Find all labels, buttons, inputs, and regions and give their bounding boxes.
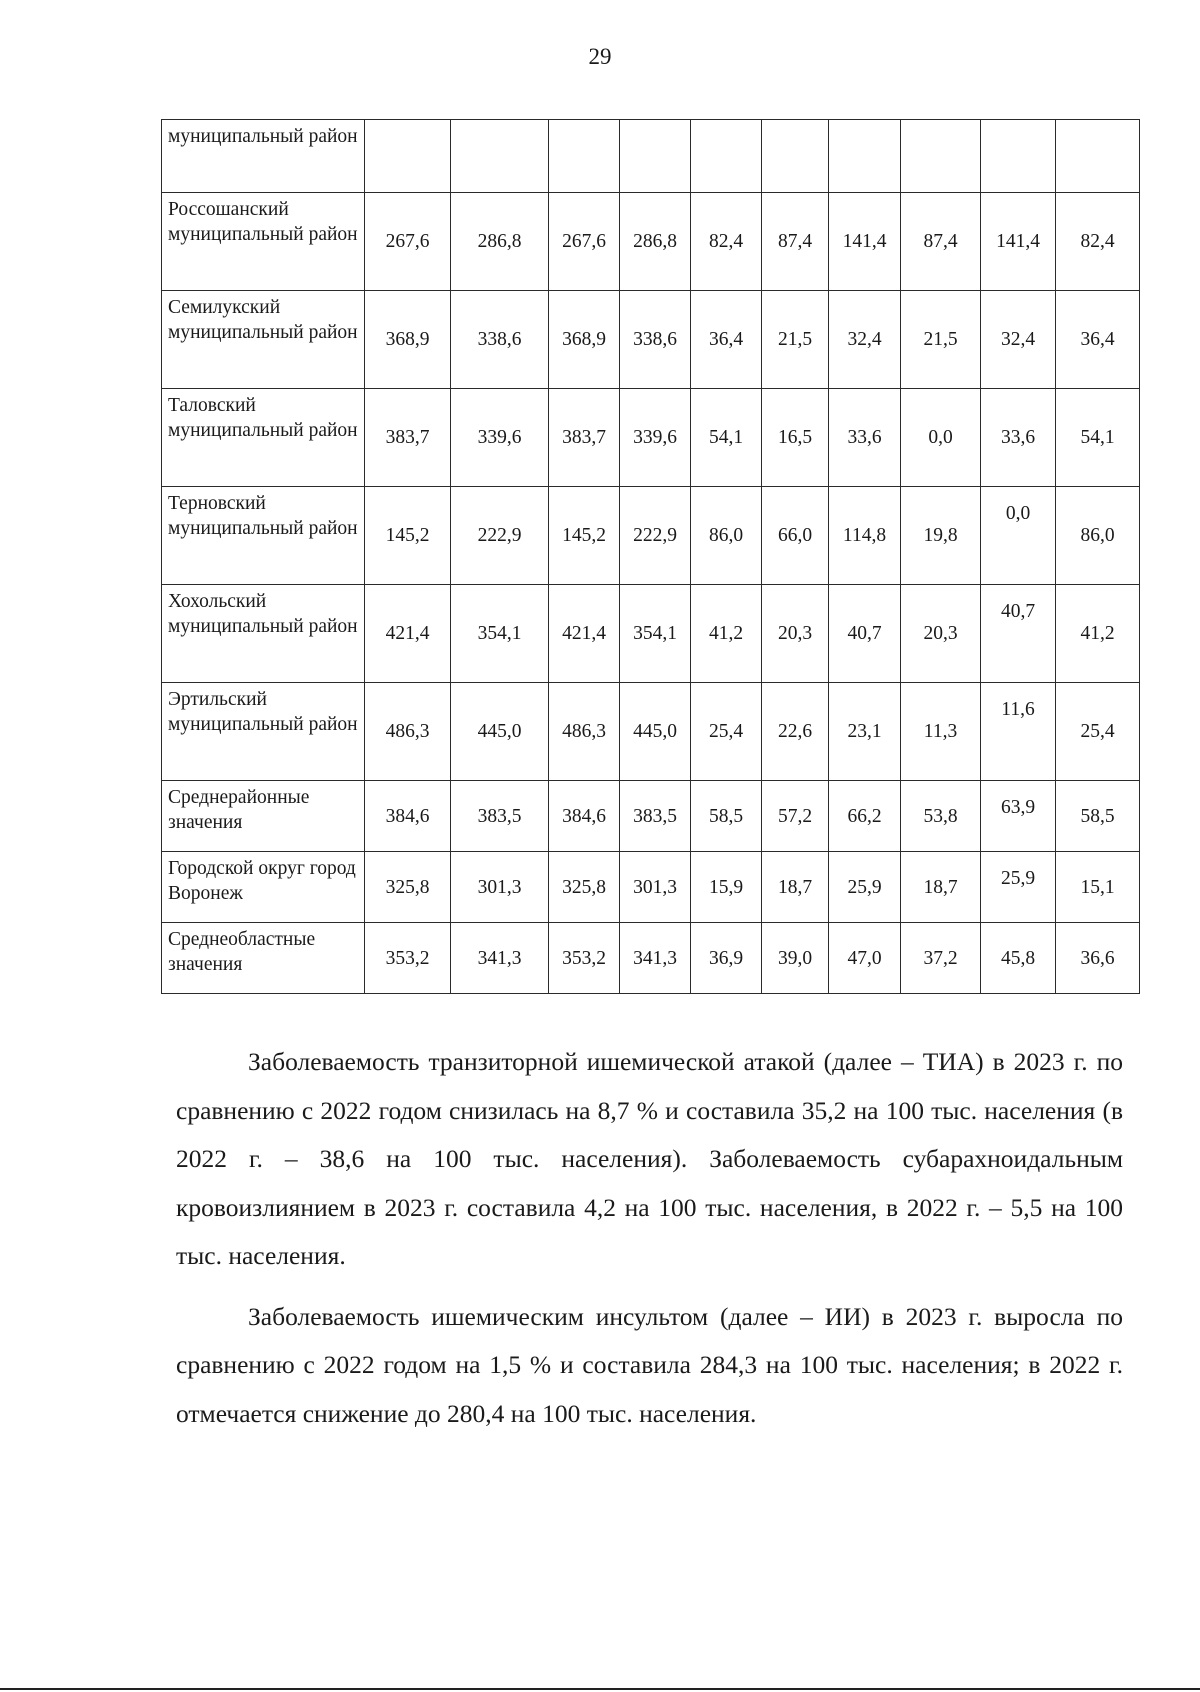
table-cell: 40,7 <box>981 585 1056 683</box>
table-cell: 20,3 <box>901 585 981 683</box>
table-cell: 368,9 <box>549 291 620 389</box>
table-cell: 486,3 <box>365 683 451 781</box>
body-text <box>176 1038 1123 1450</box>
table-cell: 37,2 <box>901 923 981 994</box>
table-cell: 141,4 <box>981 193 1056 291</box>
table-cell: 53,8 <box>901 781 981 852</box>
table-cell: 341,3 <box>620 923 691 994</box>
table-row <box>162 291 1140 389</box>
table-cell <box>829 120 901 193</box>
table-cell: 11,6 <box>981 683 1056 781</box>
table-row <box>162 781 1140 852</box>
table-cell: 23,1 <box>829 683 901 781</box>
paragraph-tia: Заболеваемость транзиторной ишемической атакой (далее – ТИА) в 2023 г. по сравнению с 2022 годом снизилась на 8,7 % и составила 35,2 на 100 тыс. населения (в 2022 г. – 38,6 на 100 тыс. населения). Заболеваемость субарахноидальным кровоизлиянием в 2023 г. составила 4,2 на 100 тыс. населения, в 2022 г. – 5,5 на 100 тыс. населения. <box>176 1047 1123 1270</box>
table-row <box>162 487 1140 585</box>
table-cell: 421,4 <box>365 585 451 683</box>
table-cell: 41,2 <box>691 585 762 683</box>
table-cell: 301,3 <box>620 852 691 923</box>
table-cell: 445,0 <box>451 683 549 781</box>
table-cell: 384,6 <box>549 781 620 852</box>
table-cell: 54,1 <box>1056 389 1140 487</box>
row-label: Россошанский муниципальный район <box>162 193 365 291</box>
table-cell: 141,4 <box>829 193 901 291</box>
table-cell: 383,7 <box>549 389 620 487</box>
paragraph-ischemic-stroke: Заболеваемость ишемическим инсультом (далее – ИИ) в 2023 г. выросла по сравнению с 2022 годом на 1,5 % и составила 284,3 на 100 тыс. населения; в 2022 г. отмечается снижение до 280,4 на 100 тыс. населения. <box>176 1301 1123 1428</box>
table-cell: 57,2 <box>762 781 829 852</box>
table-cell: 286,8 <box>620 193 691 291</box>
table-body <box>162 120 1140 994</box>
table-row <box>162 585 1140 683</box>
table-cell: 114,8 <box>829 487 901 585</box>
table-cell: 20,3 <box>762 585 829 683</box>
table-cell: 383,5 <box>620 781 691 852</box>
table-cell: 87,4 <box>901 193 981 291</box>
table-cell: 145,2 <box>549 487 620 585</box>
table-row <box>162 923 1140 994</box>
table-cell: 0,0 <box>901 389 981 487</box>
incidence-table <box>161 119 1140 994</box>
table-row <box>162 193 1140 291</box>
table-cell <box>451 120 549 193</box>
table-cell: 41,2 <box>1056 585 1140 683</box>
row-label: Терновский муниципальный район <box>162 487 365 585</box>
table-cell: 22,6 <box>762 683 829 781</box>
table-cell: 36,9 <box>691 923 762 994</box>
table-cell: 19,8 <box>901 487 981 585</box>
table-cell <box>1056 120 1140 193</box>
table-cell <box>691 120 762 193</box>
table-cell: 384,6 <box>365 781 451 852</box>
table-cell: 63,9 <box>981 781 1056 852</box>
table-cell: 301,3 <box>451 852 549 923</box>
row-label: Среднеобластные значения <box>162 923 365 994</box>
table-cell: 82,4 <box>1056 193 1140 291</box>
table-row <box>162 120 1140 193</box>
table-cell: 339,6 <box>620 389 691 487</box>
table-cell: 36,4 <box>691 291 762 389</box>
table-cell <box>901 120 981 193</box>
footer-rule <box>0 1688 1200 1690</box>
table-cell: 25,4 <box>1056 683 1140 781</box>
table-cell: 21,5 <box>762 291 829 389</box>
table-cell: 86,0 <box>691 487 762 585</box>
table-cell: 325,8 <box>549 852 620 923</box>
table-cell: 58,5 <box>691 781 762 852</box>
table-row <box>162 683 1140 781</box>
table-cell: 58,5 <box>1056 781 1140 852</box>
table-cell: 486,3 <box>549 683 620 781</box>
table-cell: 353,2 <box>365 923 451 994</box>
table-cell: 16,5 <box>762 389 829 487</box>
table-cell: 286,8 <box>451 193 549 291</box>
table-cell: 25,4 <box>691 683 762 781</box>
table-cell: 66,0 <box>762 487 829 585</box>
table-cell: 222,9 <box>620 487 691 585</box>
row-label: Семилукский муниципальный район <box>162 291 365 389</box>
table-cell: 18,7 <box>762 852 829 923</box>
table-cell: 368,9 <box>365 291 451 389</box>
table-cell <box>620 120 691 193</box>
table-cell: 25,9 <box>829 852 901 923</box>
table-cell: 338,6 <box>451 291 549 389</box>
table-cell: 15,9 <box>691 852 762 923</box>
table-cell: 32,4 <box>981 291 1056 389</box>
table-row <box>162 852 1140 923</box>
table-cell: 354,1 <box>451 585 549 683</box>
table-cell: 66,2 <box>829 781 901 852</box>
row-label: муниципальный район <box>162 120 365 193</box>
table-cell: 36,6 <box>1056 923 1140 994</box>
table-cell: 87,4 <box>762 193 829 291</box>
table-cell: 267,6 <box>549 193 620 291</box>
row-label: Городской округ город Воронеж <box>162 852 365 923</box>
table-cell <box>549 120 620 193</box>
table-cell: 222,9 <box>451 487 549 585</box>
table-row <box>162 389 1140 487</box>
table-cell: 36,4 <box>1056 291 1140 389</box>
table-cell: 325,8 <box>365 852 451 923</box>
table-cell: 15,1 <box>1056 852 1140 923</box>
table-cell: 353,2 <box>549 923 620 994</box>
table-cell: 39,0 <box>762 923 829 994</box>
table-cell: 339,6 <box>451 389 549 487</box>
table-cell: 33,6 <box>981 389 1056 487</box>
table-cell: 86,0 <box>1056 487 1140 585</box>
table-cell: 82,4 <box>691 193 762 291</box>
row-label: Эртильский муниципальный район <box>162 683 365 781</box>
table-cell: 54,1 <box>691 389 762 487</box>
table-cell: 47,0 <box>829 923 901 994</box>
table-cell: 383,7 <box>365 389 451 487</box>
table-cell: 341,3 <box>451 923 549 994</box>
table-cell: 21,5 <box>901 291 981 389</box>
table-cell: 18,7 <box>901 852 981 923</box>
table-cell: 33,6 <box>829 389 901 487</box>
row-label: Хохольский муниципальный район <box>162 585 365 683</box>
table-cell: 354,1 <box>620 585 691 683</box>
row-label: Таловский муниципальный район <box>162 389 365 487</box>
table-cell: 445,0 <box>620 683 691 781</box>
table-cell: 32,4 <box>829 291 901 389</box>
table-cell: 25,9 <box>981 852 1056 923</box>
table-cell: 421,4 <box>549 585 620 683</box>
table-cell <box>981 120 1056 193</box>
page-number: 29 <box>588 44 612 69</box>
table-cell: 383,5 <box>451 781 549 852</box>
table-cell: 40,7 <box>829 585 901 683</box>
table-cell <box>365 120 451 193</box>
row-label: Среднерайонные значения <box>162 781 365 852</box>
table-cell: 45,8 <box>981 923 1056 994</box>
table-cell <box>762 120 829 193</box>
table-cell: 267,6 <box>365 193 451 291</box>
table-cell: 145,2 <box>365 487 451 585</box>
table-cell: 11,3 <box>901 683 981 781</box>
table-cell: 0,0 <box>981 487 1056 585</box>
table-cell: 338,6 <box>620 291 691 389</box>
